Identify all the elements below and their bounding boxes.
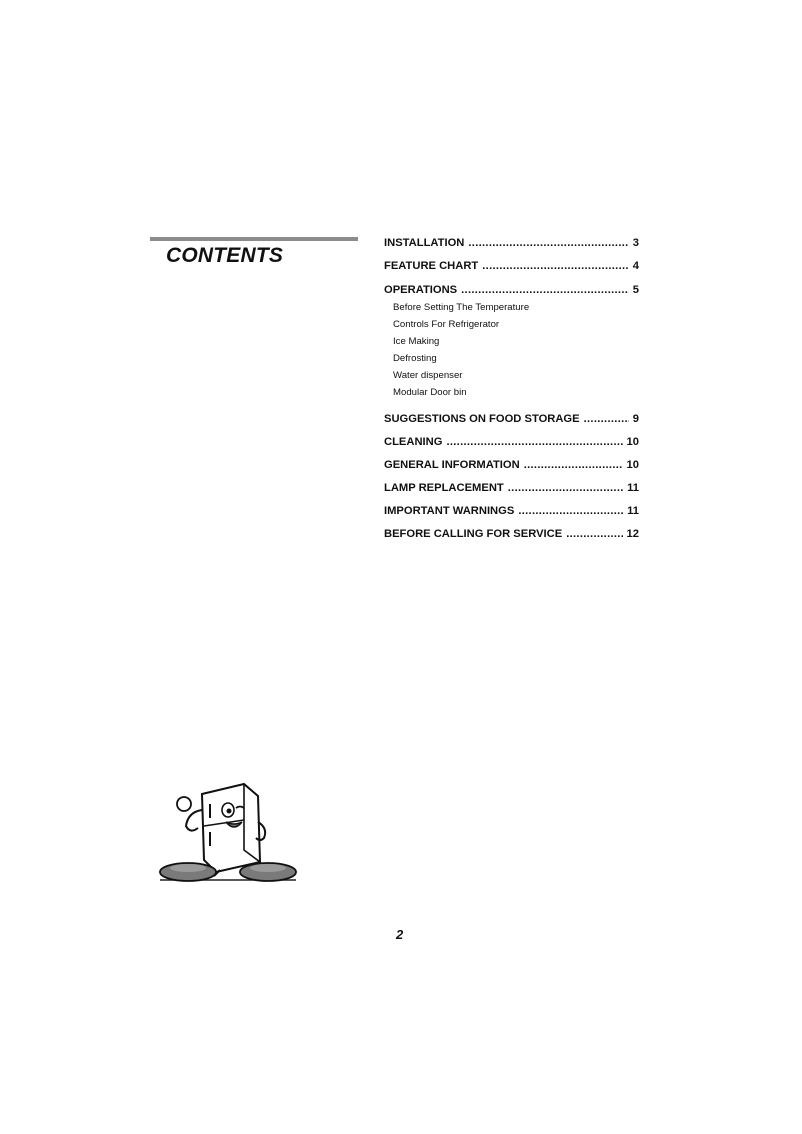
leader-dots [524, 458, 623, 473]
toc-entry-cleaning[interactable] [384, 435, 639, 450]
toc-page: 11 [627, 505, 639, 517]
toc-subitem[interactable]: Water dispenser [393, 370, 463, 381]
toc-subitem[interactable]: Ice Making [393, 336, 440, 347]
toc-entry-installation[interactable] [384, 236, 639, 251]
toc-subitem[interactable]: Defrosting [393, 353, 437, 364]
leader-dots [446, 435, 622, 450]
page-title: CONTENTS [166, 244, 284, 267]
operations-subitems [393, 299, 639, 401]
toc-entry-before-calling[interactable] [384, 527, 639, 542]
leader-dots [518, 504, 623, 519]
toc-page: 9 [632, 413, 639, 425]
toc-subitem[interactable]: Modular Door bin [393, 387, 467, 398]
leader-dots [482, 259, 629, 274]
leader-dots [468, 236, 628, 251]
toc-page: 4 [632, 260, 639, 272]
toc-entry-suggestions[interactable] [384, 412, 639, 427]
toc-page: 3 [632, 237, 639, 249]
toc-label: BEFORE CALLING FOR SERVICE [384, 528, 563, 540]
heading-rule [150, 237, 358, 241]
toc-page: 10 [626, 459, 639, 471]
toc-label: CLEANING [384, 436, 443, 448]
toc-subitem[interactable]: Before Setting The Temperature [393, 302, 530, 313]
toc-page: 11 [627, 482, 639, 494]
toc-page: 5 [632, 284, 639, 296]
toc-label: GENERAL INFORMATION [384, 459, 520, 471]
toc-entry-general-information[interactable] [384, 458, 639, 473]
leader-dots [508, 481, 623, 496]
refrigerator-mascot-icon [158, 780, 298, 884]
toc-label: INSTALLATION [384, 237, 465, 249]
toc-label: SUGGESTIONS ON FOOD STORAGE [384, 413, 580, 425]
toc-label: OPERATIONS [384, 284, 458, 296]
toc-page: 12 [626, 528, 639, 540]
toc-label: IMPORTANT WARNINGS [384, 505, 515, 517]
table-of-contents [384, 236, 639, 542]
leader-dots [461, 283, 629, 298]
toc-label: LAMP REPLACEMENT [384, 482, 504, 494]
toc-label: FEATURE CHART [384, 260, 479, 272]
toc-subitem[interactable]: Controls For Refrigerator [393, 319, 500, 330]
toc-entry-important-warnings[interactable] [384, 504, 639, 519]
leader-dots [566, 527, 622, 542]
toc-entry-lamp-replacement[interactable] [384, 481, 639, 496]
toc-entry-operations[interactable] [384, 283, 639, 298]
leader-dots [584, 412, 629, 427]
toc-entry-feature-chart[interactable] [384, 259, 639, 274]
page-number: 2 [396, 927, 404, 942]
toc-page: 10 [626, 436, 639, 448]
